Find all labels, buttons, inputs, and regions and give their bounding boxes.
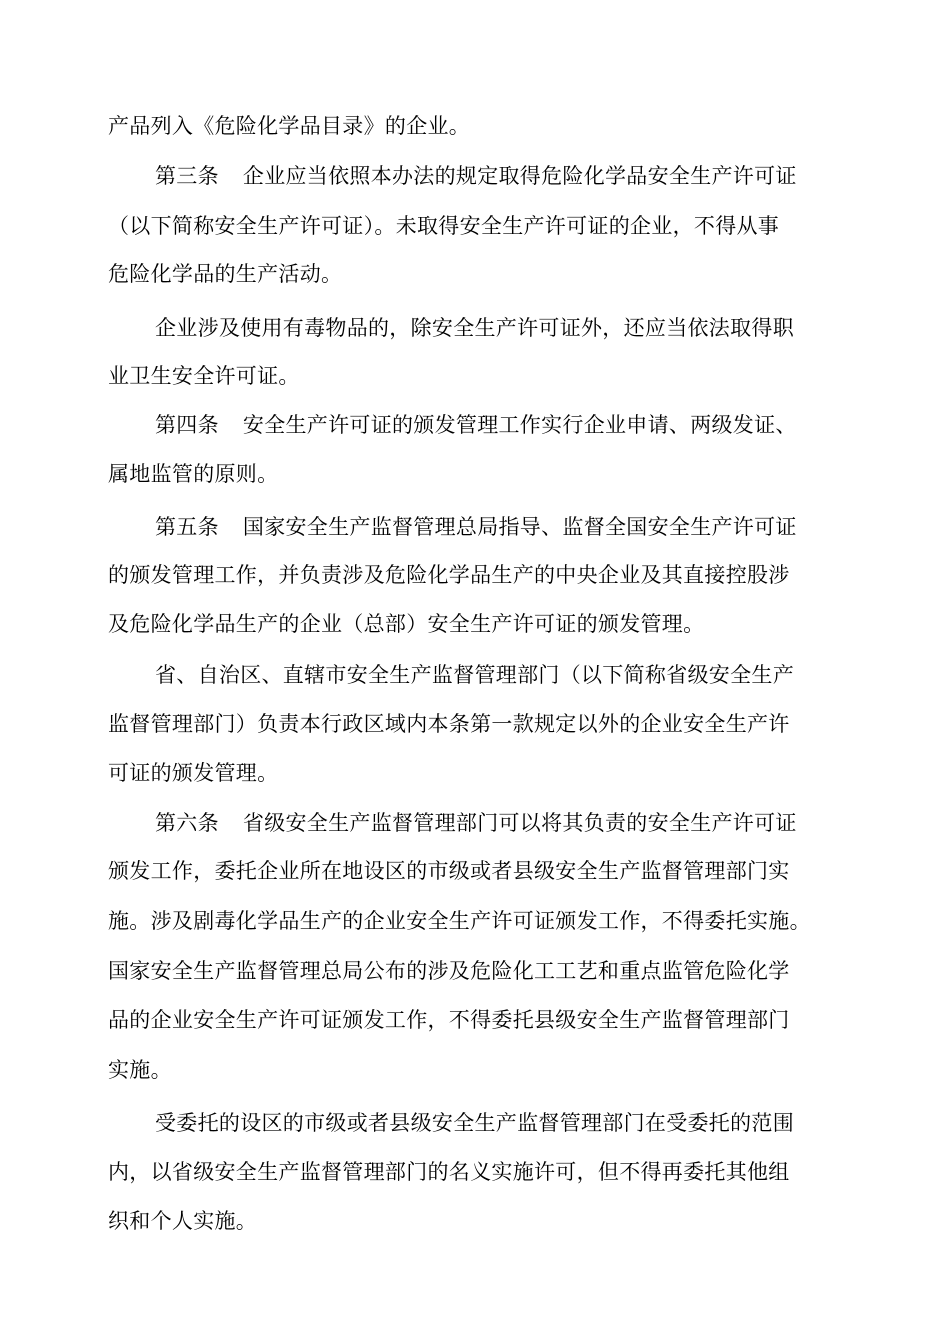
- text-line: 国家安全生产监督管理总局公布的涉及危险化工工艺和重点监管危险化学: [108, 959, 790, 983]
- text-line: 国家安全生产监督管理总局指导、监督全国安全生产许可证: [242, 515, 797, 539]
- article-line: [155, 161, 797, 191]
- text-line: 企业涉及使用有毒物品的，除安全生产许可证外，还应当依法取得职: [155, 316, 794, 340]
- text-line: 织和个人实施。: [108, 1209, 258, 1233]
- text-line: 可证的颁发管理。: [108, 761, 279, 785]
- text-line: 受委托的设区的市级或者县级安全生产监督管理部门在受委托的范围: [155, 1111, 794, 1135]
- article-label: 第三条: [155, 164, 219, 188]
- text-line: 省级安全生产监督管理部门可以将其负责的安全生产许可证: [242, 811, 797, 835]
- text-line: 内，以省级安全生产监督管理部门的名义实施许可，但不得再委托其他组: [108, 1160, 790, 1184]
- text-line: 颁发工作，委托企业所在地设区的市级或者县级安全生产监督管理部门实: [108, 859, 790, 883]
- text-line: 企业应当依照本办法的规定取得危险化学品安全生产许可证: [242, 164, 797, 188]
- article-label: 第五条: [155, 515, 219, 539]
- text-line: 施。涉及剧毒化学品生产的企业安全生产许可证颁发工作，不得委托实施。: [108, 909, 811, 933]
- article-line: [155, 512, 797, 542]
- article-line: [155, 410, 797, 440]
- text-line: 产品列入《危险化学品目录》的企业。: [108, 114, 471, 138]
- text-line: 及危险化学品生产的企业（总部）安全生产许可证的颁发管理。: [108, 612, 705, 636]
- article-label: 第四条: [155, 413, 219, 437]
- text-line: 实施。: [108, 1058, 172, 1082]
- text-line: （以下简称安全生产许可证）。未取得安全生产许可证的企业，不得从事: [108, 214, 780, 238]
- text-line: 安全生产许可证的颁发管理工作实行企业申请、两级发证、: [242, 413, 797, 437]
- text-line: 的颁发管理工作，并负责涉及危险化学品生产的中央企业及其直接控股涉: [108, 563, 790, 587]
- text-line: 业卫生安全许可证。: [108, 364, 300, 388]
- text-line: 监督管理部门）负责本行政区域内本条第一款规定以外的企业安全生产许: [108, 712, 790, 736]
- text-line: 危险化学品的生产活动。: [108, 262, 343, 286]
- article-line: [155, 808, 797, 838]
- text-line: 省、自治区、直辖市安全生产监督管理部门（以下简称省级安全生产: [155, 663, 794, 687]
- text-line: 属地监管的原则。: [108, 462, 279, 486]
- text-line: 品的企业安全生产许可证颁发工作，不得委托县级安全生产监督管理部门: [108, 1008, 790, 1032]
- article-label: 第六条: [155, 811, 219, 835]
